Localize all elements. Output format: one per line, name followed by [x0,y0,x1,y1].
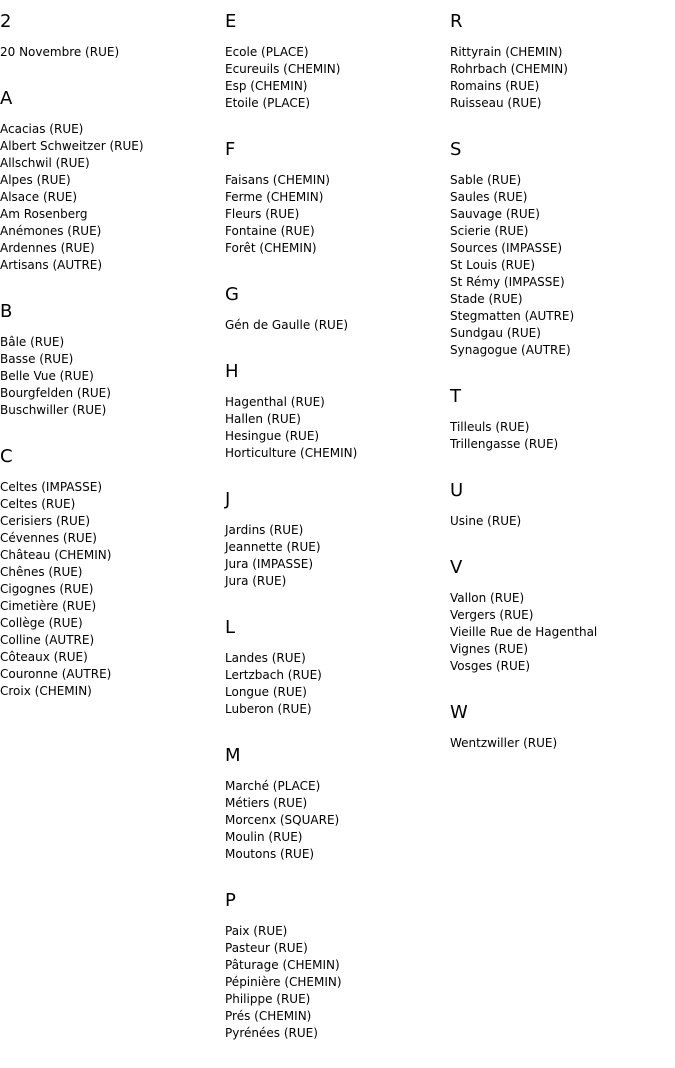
letter-heading: S [450,139,462,160]
street-link[interactable]: Celtes (IMPASSE) [0,480,102,494]
street-link[interactable]: Château (CHEMIN) [0,548,112,562]
letter-heading: U [450,480,464,501]
street-link[interactable]: Ruisseau (RUE) [450,96,542,110]
street-list [225,522,445,590]
street-link[interactable]: Pyrénées (RUE) [225,1026,318,1040]
street-link[interactable]: Gén de Gaulle (RUE) [225,318,349,332]
street-link[interactable]: Philippe (RUE) [225,992,311,1006]
street-list [0,479,220,700]
street-link[interactable]: Horticulture (CHEMIN) [225,446,358,460]
street-link[interactable]: Prés (CHEMIN) [225,1009,312,1023]
street-link[interactable]: Ardennes (RUE) [0,241,95,255]
street-link[interactable]: Pépinière (CHEMIN) [225,975,342,989]
street-link[interactable]: Croix (CHEMIN) [0,684,92,698]
street-list [0,121,220,274]
street-link[interactable]: St Rémy (IMPASSE) [450,275,565,289]
street-link[interactable]: Luberon (RUE) [225,702,312,716]
street-link[interactable]: Rohrbach (CHEMIN) [450,62,568,76]
letter-heading: J [225,489,231,510]
street-link[interactable]: Ferme (CHEMIN) [225,190,324,204]
street-link[interactable]: Scierie (RUE) [450,224,529,238]
letter-group [225,138,445,257]
street-link[interactable]: Sable (RUE) [450,173,522,187]
letter-group [225,283,445,334]
street-link[interactable]: Trillengasse (RUE) [450,437,559,451]
street-link[interactable]: Vergers (RUE) [450,608,534,622]
street-link[interactable]: Cerisiers (RUE) [0,514,91,528]
street-link[interactable]: Tilleuls (RUE) [450,420,530,434]
street-link[interactable]: Jura (RUE) [225,574,287,588]
letter-heading: L [225,617,236,638]
street-link[interactable]: Fleurs (RUE) [225,207,300,221]
street-list [450,172,670,359]
street-column [450,10,670,778]
letter-heading: A [0,88,13,109]
street-link[interactable]: Saules (RUE) [450,190,528,204]
street-link[interactable]: Moutons (RUE) [225,847,315,861]
letter-heading: E [225,11,237,32]
letter-heading: W [450,702,468,723]
street-link[interactable]: Rittyrain (CHEMIN) [450,45,563,59]
street-link[interactable]: Belle Vue (RUE) [0,369,94,383]
letter-group [450,701,670,752]
street-link[interactable]: Cévennes (RUE) [0,531,97,545]
street-link[interactable]: Forêt (CHEMIN) [225,241,317,255]
street-link[interactable]: Hallen (RUE) [225,412,301,426]
street-link[interactable]: Stade (RUE) [450,292,523,306]
street-link[interactable]: Cimetière (RUE) [0,599,97,613]
street-link[interactable]: Paix (RUE) [225,924,288,938]
street-link[interactable]: Vignes (RUE) [450,642,529,656]
street-list [225,44,445,112]
letter-heading: B [0,301,13,322]
letter-group [225,10,445,112]
street-link[interactable]: Lertzbach (RUE) [225,668,322,682]
street-list [225,923,445,1042]
street-list [0,44,220,61]
letter-group [225,744,445,863]
street-link[interactable]: Wentzwiller (RUE) [450,736,558,750]
letter-heading: F [225,139,236,160]
street-link[interactable]: Morcenx (SQUARE) [225,813,340,827]
street-link[interactable]: Colline (AUTRE) [0,633,95,647]
street-list [0,334,220,419]
letter-group [0,445,220,700]
street-link[interactable]: Métiers (RUE) [225,796,308,810]
street-link[interactable]: Esp (CHEMIN) [225,79,308,93]
letter-group [0,87,220,274]
letter-group [225,488,445,590]
letter-group [225,889,445,1042]
street-link[interactable]: Celtes (RUE) [0,497,76,511]
street-link[interactable]: Jeannette (RUE) [225,540,321,554]
street-link[interactable]: Collège (RUE) [0,616,83,630]
letter-heading: P [225,890,236,911]
street-list [450,513,670,530]
street-link[interactable]: Fontaine (RUE) [225,224,315,238]
letter-heading: G [225,284,239,305]
letter-heading: H [225,361,239,382]
letter-group [225,360,445,462]
street-link[interactable]: Bourgfelden (RUE) [0,386,111,400]
street-link[interactable]: Buschwiller (RUE) [0,403,107,417]
street-link[interactable]: Landes (RUE) [225,651,306,665]
street-link[interactable]: Ecole (PLACE) [225,45,309,59]
letter-heading: R [450,11,463,32]
street-link[interactable]: Acacias (RUE) [0,122,84,136]
letter-group [450,138,670,359]
street-link[interactable]: Sundgau (RUE) [450,326,541,340]
letter-group [450,385,670,453]
street-list [225,778,445,863]
street-link[interactable]: Alsace (RUE) [0,190,78,204]
street-link[interactable]: Jura (IMPASSE) [225,557,313,571]
street-link[interactable]: Chênes (RUE) [0,565,83,579]
letter-group [450,479,670,530]
street-link[interactable]: Anémones (RUE) [0,224,102,238]
street-link[interactable]: Pasteur (RUE) [225,941,308,955]
street-link[interactable]: Hagenthal (RUE) [225,395,325,409]
street-list [450,735,670,752]
street-link[interactable]: St Louis (RUE) [450,258,536,272]
street-column [0,10,220,726]
letter-heading: C [0,446,13,467]
street-link[interactable]: Bâle (RUE) [0,335,65,349]
street-link[interactable]: Faisans (CHEMIN) [225,173,330,187]
letter-group [450,556,670,675]
street-list [450,419,670,453]
street-link[interactable]: Vosges (RUE) [450,659,531,673]
street-link[interactable]: Marché (PLACE) [225,779,321,793]
street-link[interactable]: Pâturage (CHEMIN) [225,958,340,972]
street-link[interactable]: Stegmatten (AUTRE) [450,309,575,323]
street-link[interactable]: Usine (RUE) [450,514,522,528]
street-link[interactable]: Cigognes (RUE) [0,582,94,596]
street-list [225,650,445,718]
street-link[interactable]: Alpes (RUE) [0,173,71,187]
street-link[interactable]: Etoile (PLACE) [225,96,311,110]
street-list [450,44,670,112]
street-link[interactable]: Sauvage (RUE) [450,207,540,221]
street-link[interactable]: Sources (IMPASSE) [450,241,563,255]
street-link[interactable]: Hesingue (RUE) [225,429,320,443]
street-link[interactable]: Basse (RUE) [0,352,74,366]
letter-group [0,10,220,61]
letter-heading: 2 [0,11,12,32]
street-link[interactable]: Am Rosenberg [0,207,88,221]
street-list [225,317,445,334]
street-link[interactable]: Vieille Rue de Hagenthal [450,625,598,639]
street-link[interactable]: Albert Schweitzer (RUE) [0,139,144,153]
street-link[interactable]: Jardins (RUE) [225,523,304,537]
street-link[interactable]: Moulin (RUE) [225,830,303,844]
street-link[interactable]: Vallon (RUE) [450,591,525,605]
letter-heading: T [450,386,461,407]
street-link[interactable]: Ecureuils (CHEMIN) [225,62,341,76]
street-link[interactable]: Romains (RUE) [450,79,540,93]
letter-group [0,300,220,419]
street-link[interactable]: 20 Novembre (RUE) [0,45,120,59]
letter-heading: V [450,557,463,578]
street-column [225,10,445,1068]
street-link[interactable]: Synagogue (AUTRE) [450,343,571,357]
street-link[interactable]: Longue (RUE) [225,685,307,699]
street-list [225,172,445,257]
letter-heading: M [225,745,241,766]
street-link[interactable]: Artisans (AUTRE) [0,258,103,272]
street-list [450,590,670,675]
street-link[interactable]: Allschwil (RUE) [0,156,90,170]
letter-group [450,10,670,112]
street-list [225,394,445,462]
street-link[interactable]: Couronne (AUTRE) [0,667,112,681]
street-link[interactable]: Côteaux (RUE) [0,650,88,664]
letter-group [225,616,445,718]
